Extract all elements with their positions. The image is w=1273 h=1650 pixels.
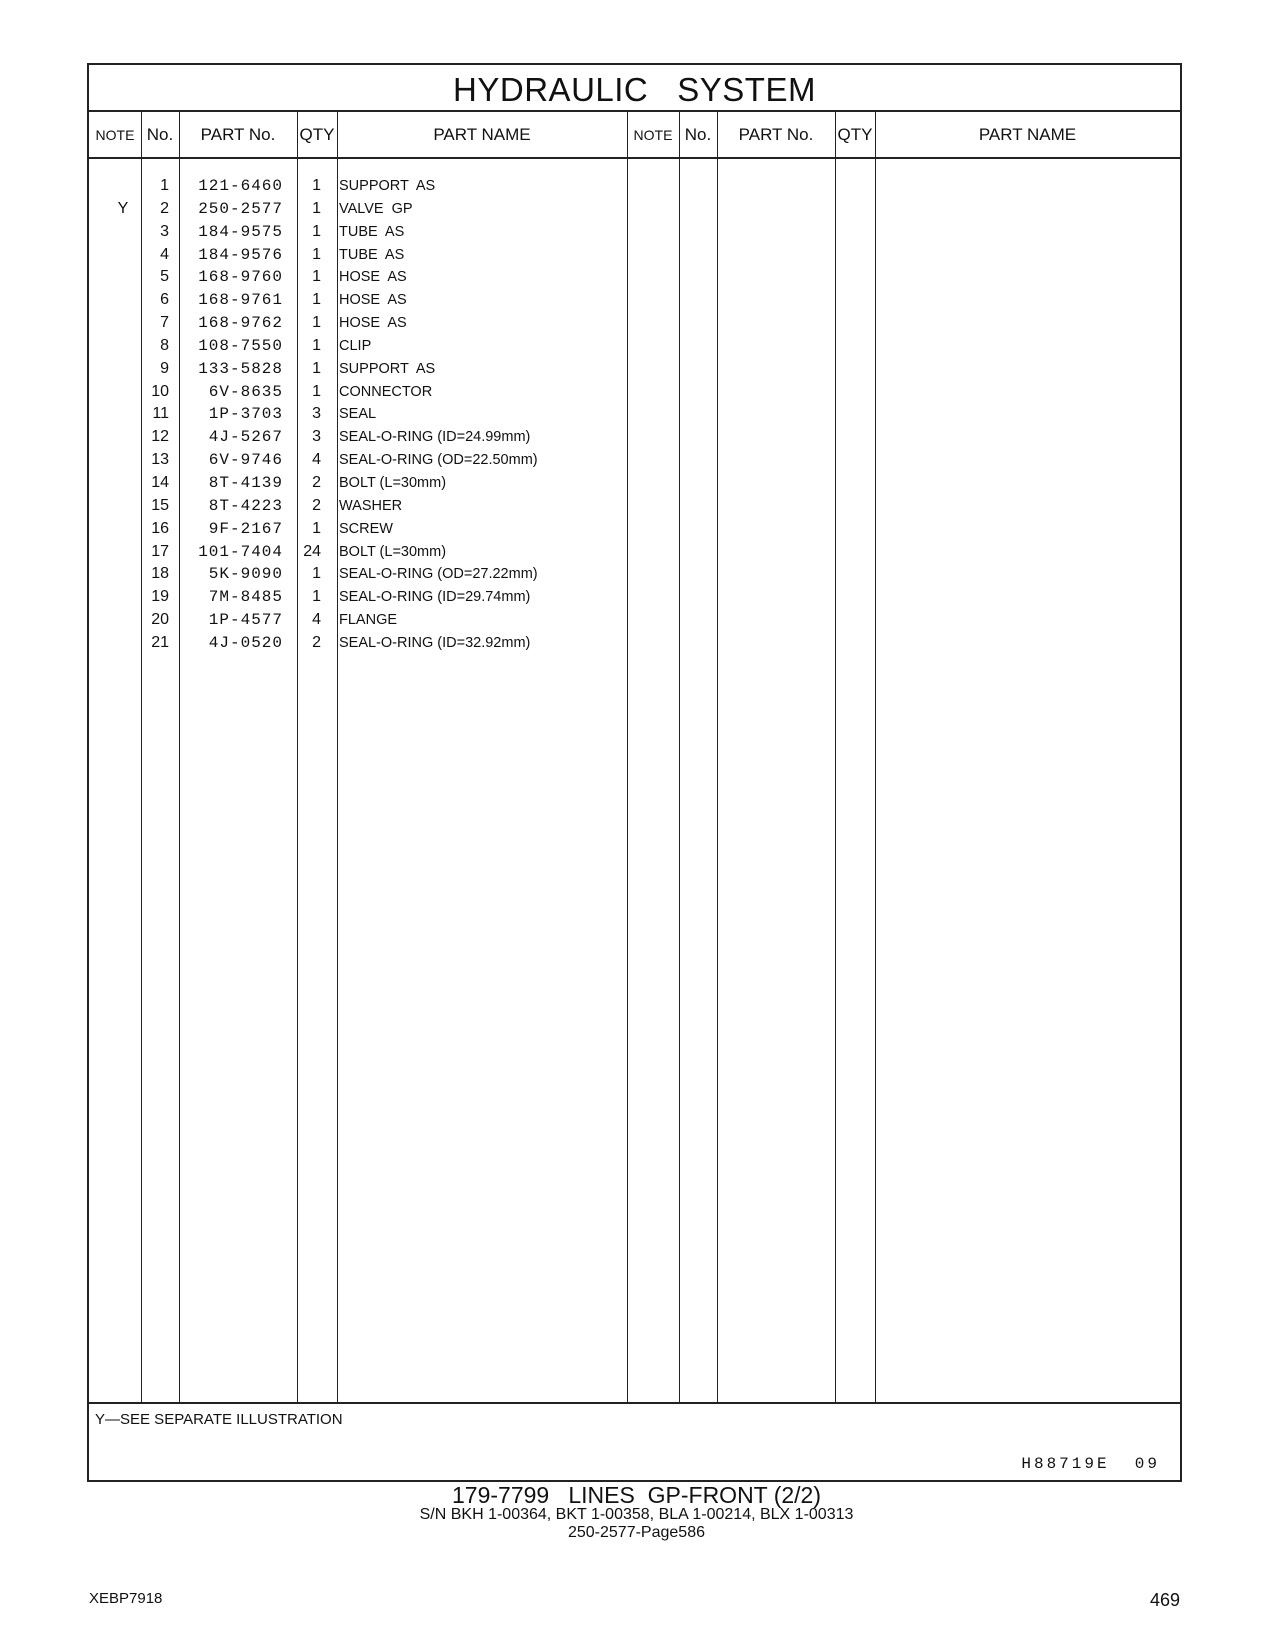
row-number: 9: [160, 359, 169, 377]
row-part-number: 1P-4577: [208, 611, 283, 630]
row-part-name: BOLT (L=30mm): [339, 543, 447, 560]
row-quantity: 1: [312, 314, 321, 332]
row-quantity: 1: [312, 565, 321, 583]
column-header-row: [89, 112, 1180, 159]
row-part-number: 184-9576: [198, 245, 283, 264]
table-row: [89, 358, 649, 381]
header-part-name-right: PART NAME: [978, 124, 1077, 144]
table-row: [89, 495, 649, 518]
row-part-number: 168-9760: [198, 268, 283, 287]
row-number: 8: [160, 336, 169, 354]
row-part-number: 4J-0520: [208, 633, 283, 652]
row-quantity: 1: [312, 199, 321, 217]
row-part-name: VALVE GP: [339, 200, 413, 217]
row-part-name: WASHER: [339, 497, 403, 514]
header-note-left: NOTE: [95, 126, 135, 143]
row-part-number: 108-7550: [198, 336, 283, 355]
footer-divider: [89, 1402, 1180, 1404]
row-part-name: TUBE AS: [339, 246, 405, 263]
row-quantity: 2: [312, 496, 321, 514]
row-part-name: CONNECTOR: [339, 383, 433, 400]
row-part-number: 168-9762: [198, 314, 283, 333]
row-part-name: BOLT (L=30mm): [339, 474, 447, 491]
header-part-no-left: PART No.: [200, 124, 276, 144]
header-note-right: NOTE: [633, 126, 673, 143]
row-number: 4: [160, 245, 169, 263]
header-no-left: No.: [146, 124, 174, 144]
row-part-number: 184-9575: [198, 222, 283, 241]
table-row: [89, 518, 649, 541]
row-part-number: 7M-8485: [208, 588, 283, 607]
row-quantity: 1: [312, 291, 321, 309]
row-quantity: 1: [312, 588, 321, 606]
row-quantity: 4: [312, 611, 321, 629]
row-part-name: SEAL-O-RING (ID=29.74mm): [339, 589, 531, 606]
row-number: 6: [160, 291, 169, 309]
table-row: [89, 312, 649, 335]
table-row: [89, 472, 649, 495]
row-part-number: 1P-3703: [208, 405, 283, 424]
row-quantity: 2: [312, 633, 321, 651]
row-number: 10: [151, 382, 169, 400]
publication-id: XEBP7918: [89, 1590, 163, 1607]
row-part-number: 9F-2167: [208, 519, 283, 538]
row-part-name: FLANGE: [339, 612, 398, 629]
legend-note: Y—SEE SEPARATE ILLUSTRATION: [95, 1411, 343, 1428]
row-quantity: 1: [312, 177, 321, 194]
row-part-name: SEAL-O-RING (ID=24.99mm): [339, 429, 531, 446]
row-part-name: SCREW: [339, 520, 393, 537]
row-part-number: 168-9761: [198, 291, 283, 310]
row-number: 7: [160, 314, 169, 332]
row-part-number: 250-2577: [198, 199, 283, 218]
row-part-name: SEAL-O-RING (OD=27.22mm): [339, 566, 538, 583]
row-part-number: 8T-4139: [208, 473, 283, 492]
table-row: [89, 541, 649, 564]
serial-numbers: S/N BKH 1-00364, BKT 1-00358, BLA 1-00214, BLX 1-00313: [419, 1506, 854, 1523]
row-quantity: 1: [312, 245, 321, 263]
row-part-name: SUPPORT AS: [339, 178, 436, 194]
row-part-number: 5K-9090: [208, 565, 283, 584]
row-quantity: 1: [312, 519, 321, 537]
row-quantity: 3: [312, 428, 321, 446]
row-part-name: HOSE AS: [339, 292, 407, 309]
column-divider: [875, 112, 876, 1402]
column-divider: [717, 112, 718, 1402]
row-quantity: 1: [312, 268, 321, 286]
row-number: 12: [151, 428, 169, 446]
table-row: [89, 449, 649, 472]
header-part-name-left: PART NAME: [433, 124, 531, 144]
row-quantity: 1: [312, 336, 321, 354]
document-title: 179-7799 LINES GP-FRONT (2/2): [452, 1482, 821, 1508]
column-divider: [679, 112, 680, 1402]
table-row: [89, 289, 649, 312]
row-number: 16: [151, 519, 169, 537]
section-title-bar: [89, 65, 1180, 112]
page-reference: 250-2577-Page586: [567, 1524, 705, 1541]
row-quantity: 3: [312, 405, 321, 423]
row-quantity: 24: [303, 542, 321, 560]
row-part-name: HOSE AS: [339, 315, 407, 332]
page-number: 469: [1149, 1590, 1180, 1610]
row-part-number: 4J-5267: [208, 428, 283, 447]
column-divider: [835, 112, 836, 1402]
row-quantity: 1: [312, 382, 321, 400]
row-part-name: SEAL-O-RING (ID=32.92mm): [339, 634, 531, 651]
table-row: [89, 426, 649, 449]
row-part-number: 8T-4223: [208, 496, 283, 515]
row-part-name: TUBE AS: [339, 223, 405, 240]
table-row: [89, 244, 649, 267]
table-row: [89, 586, 649, 609]
row-number: 21: [151, 633, 169, 651]
row-note: Y: [117, 199, 129, 217]
row-number: 1: [160, 177, 169, 194]
drawing-code: H88719E 09: [1021, 1455, 1160, 1473]
header-qty-right: QTY: [837, 124, 873, 144]
table-row: [89, 266, 649, 289]
row-part-number: 6V-9746: [208, 451, 283, 470]
row-part-name: HOSE AS: [339, 269, 407, 286]
row-number: 17: [151, 542, 169, 560]
header-qty-left: QTY: [299, 124, 335, 144]
row-number: 18: [151, 565, 169, 583]
row-quantity: 1: [312, 359, 321, 377]
table-row: [89, 221, 649, 244]
table-row: [89, 335, 649, 358]
row-part-name: SEAL: [339, 406, 377, 423]
row-number: 15: [151, 496, 169, 514]
table-row: [89, 403, 649, 426]
row-quantity: 2: [312, 473, 321, 491]
row-quantity: 1: [312, 222, 321, 240]
row-number: 5: [160, 268, 169, 286]
row-number: 2: [160, 199, 169, 217]
table-row: [89, 632, 649, 655]
row-number: 14: [151, 473, 169, 491]
parts-table-frame: [87, 63, 1182, 1482]
header-part-no-right: PART No.: [738, 124, 814, 144]
row-part-name: SUPPORT AS: [339, 360, 436, 377]
table-row: [89, 381, 649, 404]
row-part-name: CLIP: [339, 337, 372, 354]
row-number: 20: [151, 611, 169, 629]
table-row: [89, 175, 649, 198]
row-quantity: 4: [312, 451, 321, 469]
row-part-number: 6V-8635: [208, 382, 283, 401]
section-title: HYDRAULIC SYSTEM: [453, 71, 816, 108]
table-row: [89, 198, 649, 221]
row-part-number: 121-6460: [198, 177, 283, 195]
row-number: 13: [151, 451, 169, 469]
header-no-right: No.: [684, 124, 712, 144]
row-number: 3: [160, 222, 169, 240]
row-part-number: 133-5828: [198, 359, 283, 378]
row-number: 19: [151, 588, 169, 606]
row-number: 11: [152, 405, 169, 423]
row-part-name: SEAL-O-RING (OD=22.50mm): [339, 452, 538, 469]
table-row: [89, 609, 649, 632]
table-row: [89, 563, 649, 586]
row-part-number: 101-7404: [198, 542, 283, 561]
parts-list: [89, 175, 649, 655]
